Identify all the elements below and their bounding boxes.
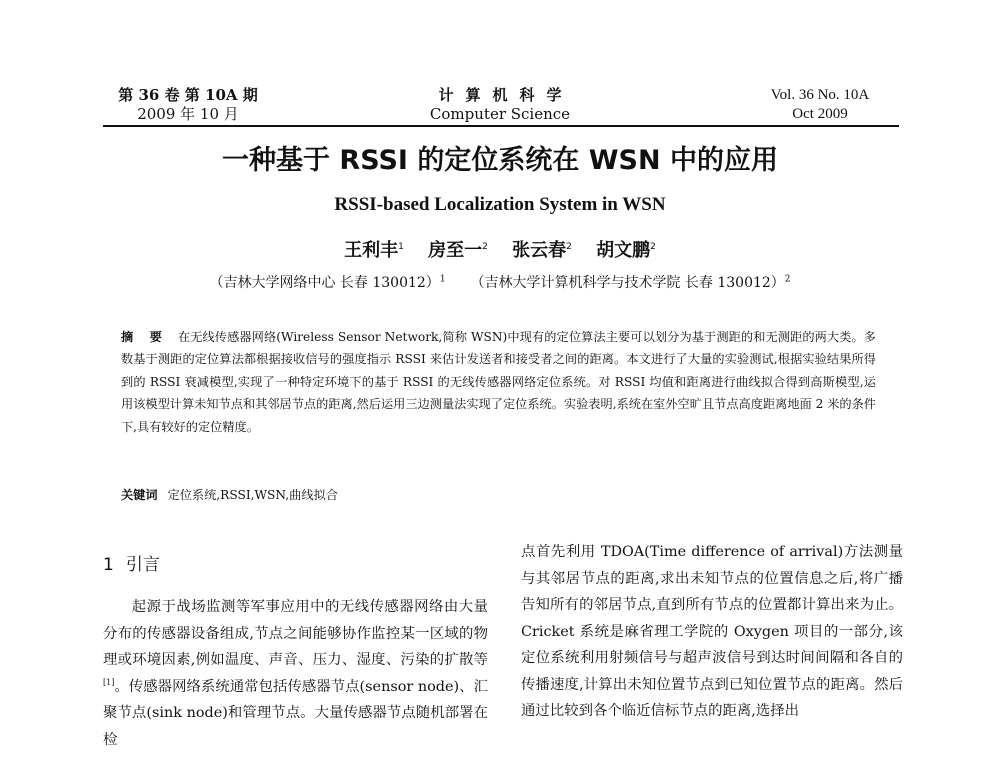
section-number: 1	[103, 555, 114, 575]
issue-date-cn: 2009 年 10 月	[137, 105, 239, 123]
abstract-label: 摘 要	[121, 330, 168, 344]
body-paragraph: 点首先利用 TDOA(Time difference of arrival)方法测量与其邻居节点的距离,求出未知节点的位置信息之后,将广播告知所有的邻居节点,直到所有节点的位置都计算出来为止。Cricket 系统是麻省理工学院的 Oxygen 项目的一部分,该定位系统利用射频信号与超声波信号到达时间间隔和各自的传播速度,计算出未知位置节点到已知位置节点的距离。然后通过比较到各个临近信标节点的距离,选择出	[521, 544, 903, 719]
body-column-right	[521, 539, 903, 725]
affiliations	[0, 273, 1000, 293]
author	[512, 240, 572, 261]
affiliation-text: （吉林大学计算机科学与技术学院 长春 130012）	[470, 275, 785, 291]
paper-title-en: RSSI-based Localization System in WSN	[334, 194, 666, 215]
affiliation-text: （吉林大学网络中心 长春 130012）	[209, 275, 440, 291]
author-name: 房至一	[428, 240, 483, 261]
journal-volume-en	[740, 86, 900, 124]
abstract	[121, 326, 876, 438]
issue-date-en: Oct 2009	[792, 106, 848, 122]
body-column-left	[103, 594, 488, 753]
journal-name-cn: 计算机科学	[438, 86, 574, 104]
affiliation-mark: 2	[784, 274, 791, 285]
section-heading	[103, 553, 160, 577]
author-name: 王利丰	[344, 240, 399, 261]
author-affil-mark: 2	[482, 242, 488, 252]
citation-ref: [1]	[103, 677, 115, 687]
author	[344, 240, 404, 261]
journal-issue-info	[88, 86, 288, 124]
paragraph-text: 起源于战场监测等军事应用中的无线传感器网络由大量分布的传感器设备组成,节点之间能够协作监控某一区域的物理或环境因素,例如温度、声音、压力、湿度、污染的扩散等	[103, 599, 488, 668]
author	[596, 240, 656, 261]
affiliation	[470, 275, 790, 291]
author-name: 张云春	[512, 240, 567, 261]
paragraph-text: 。传感器网络系统通常包括传感器节点(sensor node)、汇聚节点(sink node)和管理节点。大量传感器节点随机部署在检	[103, 678, 488, 748]
author-affil-mark: 2	[650, 242, 656, 252]
volume-issue-en: Vol. 36 No. 10A	[770, 87, 870, 103]
abstract-text: 在无线传感器网络(Wireless Sensor Network,简称 WSN)中现有的定位算法主要可以划分为基于测距的和无测距的两大类。多数基于测距的定位算法都根据接收信号的强度指示 RSSI 来估计发送者和接受者之间的距离。本文进行了大量的实验测试,根据实验结果所得到的 RSSI 衰减模型,实现了一种特定环境下的基于 RSSI 的无线传感器网络定位系统。对 RSSI 均值和距离进行曲线拟合得到高斯模型,运用该模型计算未知节点和其邻居节点的距离,然后运用三边测量法实现了定位系统。实验表明,系统在室外空旷且节点高度距离地面 2 米的条件下,具有较好的定位精度。	[121, 330, 876, 434]
author-name: 胡文鹏	[596, 240, 651, 261]
affiliation-mark: 1	[439, 274, 446, 285]
volume-issue: 第 36 卷 第 10A 期	[118, 86, 258, 104]
section-title: 引言	[125, 555, 160, 575]
author-list	[0, 239, 1000, 263]
affiliation	[209, 275, 445, 291]
keywords-text: 定位系统,RSSI,WSN,曲线拟合	[167, 488, 338, 502]
journal-name	[380, 86, 620, 124]
body-paragraph	[103, 594, 488, 753]
paper-title-cn: 一种基于 RSSI 的定位系统在 WSN 中的应用	[222, 145, 778, 176]
author	[428, 240, 488, 261]
journal-name-en: Computer Science	[429, 105, 571, 123]
keywords	[121, 484, 876, 506]
header-rule	[103, 125, 899, 127]
keywords-label: 关键词	[121, 488, 158, 502]
author-affil-mark: 2	[566, 242, 572, 252]
author-affil-mark: 1	[398, 242, 404, 252]
